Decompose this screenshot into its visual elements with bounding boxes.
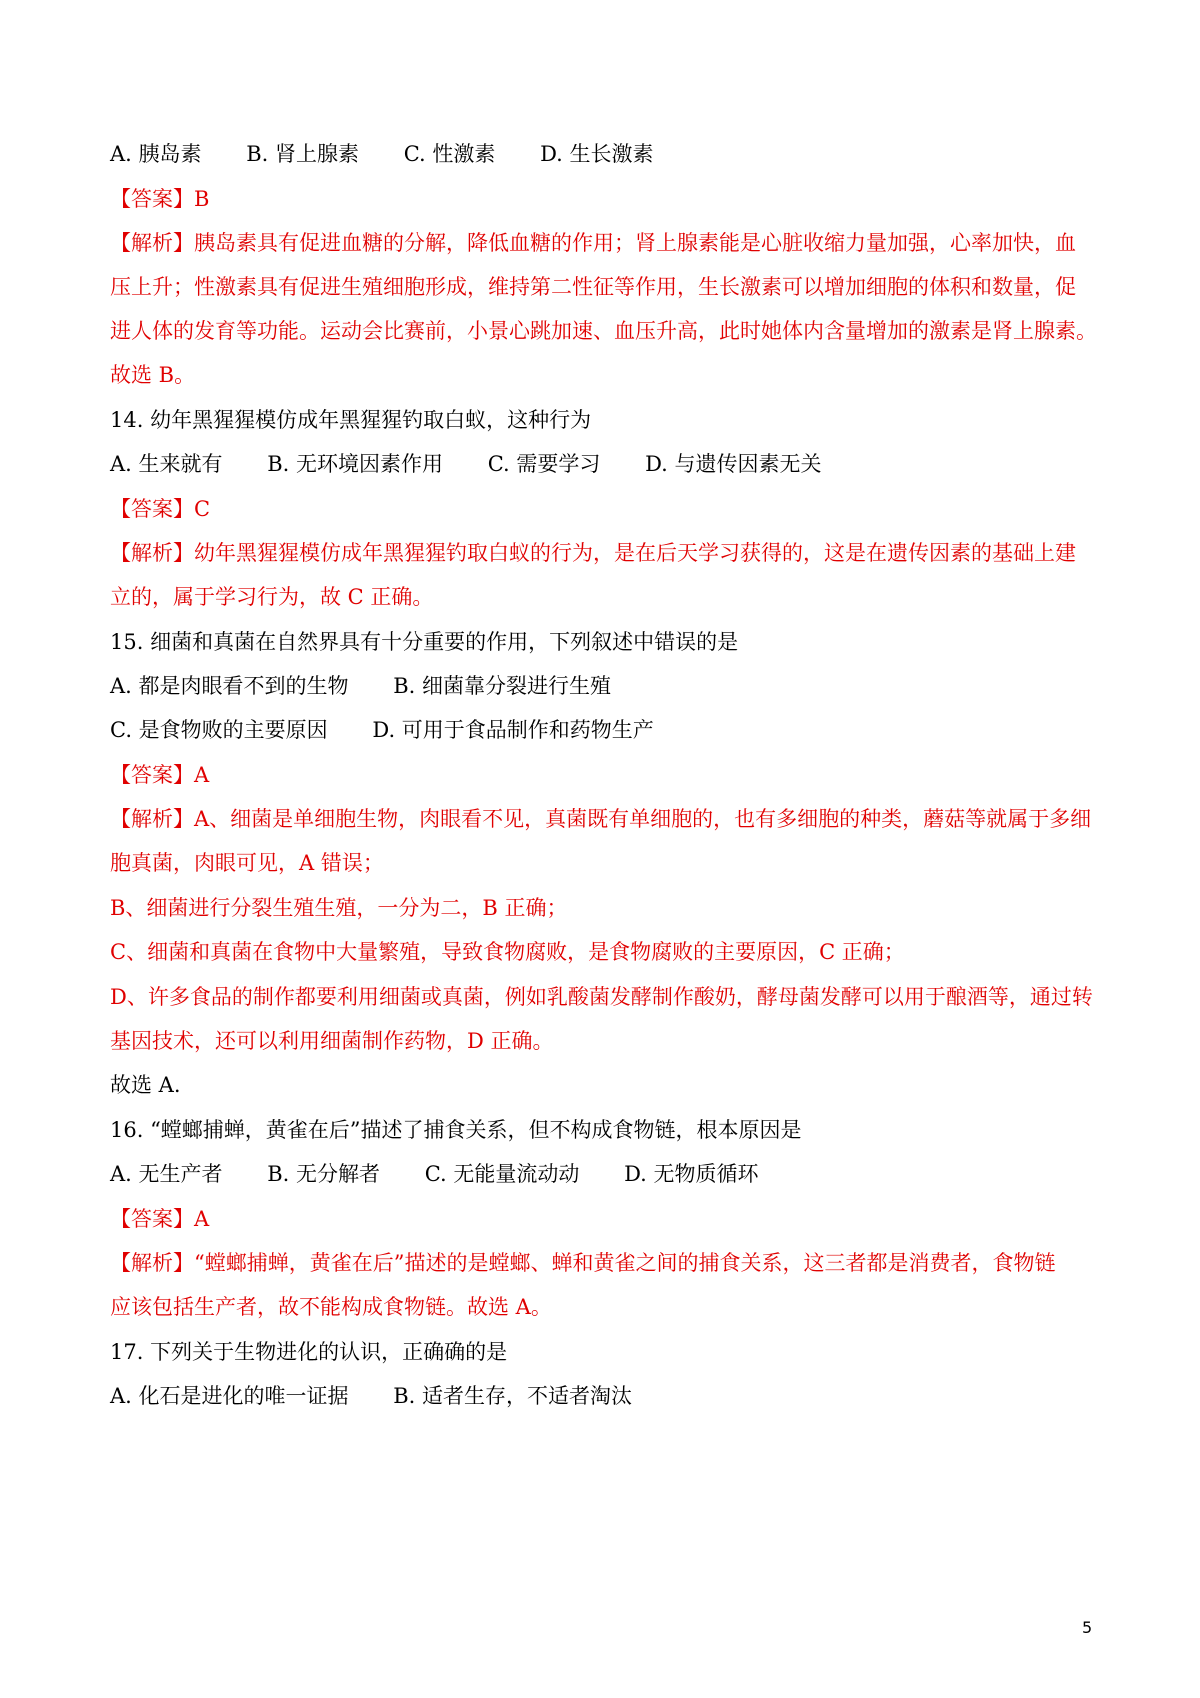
q15-options-row-1	[110, 671, 1100, 701]
q16-options	[110, 1159, 1100, 1189]
page-number: 5	[1082, 1618, 1093, 1637]
q13-options	[110, 139, 1100, 169]
q16-answer: 【答案】A	[110, 1207, 210, 1231]
q14-explanation-line-2: 立的，属于学习行为，故 C 正确。	[110, 585, 434, 609]
q17-option-b: B. 适者生存，不适者淘汰	[393, 1384, 632, 1408]
q13-explanation-line-4: 故选 B。	[110, 363, 196, 387]
q15-option-a: A. 都是肉眼看不到的生物	[110, 674, 349, 698]
q16-option-c: C. 无能量流动动	[424, 1162, 580, 1186]
q13-explanation-line-3: 进人体的发育等功能。运动会比赛前，小景心跳加速、血压升高，此时她体内含量增加的激素是肾上腺素。	[110, 319, 1097, 343]
q13-option-a: A. 胰岛素	[110, 142, 202, 166]
q13-explanation-line-1: 【解析】胰岛素具有促进血糖的分解，降低血糖的作用；肾上腺素能是心脏收缩力量加强，心率加快，血	[110, 231, 1076, 255]
q13-option-c: C. 性激素	[403, 142, 496, 166]
q16-option-a: A. 无生产者	[110, 1162, 223, 1186]
q16-option-d: D. 无物质循环	[624, 1162, 759, 1186]
q15-explanation-line-3: B、细菌进行分裂生殖生殖，一分为二，B 正确；	[110, 896, 568, 920]
q14-answer: 【答案】C	[110, 497, 211, 521]
q17-question: 17. 下列关于生物进化的认识，正确确的是	[110, 1340, 508, 1364]
q15-options-row-2	[110, 715, 1100, 745]
q13-explanation-line-2: 压上升；性激素具有促进生殖细胞形成，维持第二性征等作用，生长激素可以增加细胞的体积和数量，促	[110, 275, 1076, 299]
q17-options	[110, 1381, 1100, 1411]
q15-explanation-line-4: C、细菌和真菌在食物中大量繁殖，导致食物腐败，是食物腐败的主要原因，C 正确；	[110, 940, 905, 964]
q14-options	[110, 449, 1100, 479]
q15-option-d: D. 可用于食品制作和药物生产	[372, 718, 654, 742]
q16-question: 16. “螳螂捕蝉，黄雀在后”描述了捕食关系，但不构成食物链，根本原因是	[110, 1118, 802, 1142]
q15-explanation-line-6: 基因技术，还可以利用细菌制作药物，D 正确。	[110, 1029, 554, 1053]
q15-answer: 【答案】A	[110, 763, 210, 787]
q16-explanation-line-2: 应该包括生产者，故不能构成食物链。故选 A。	[110, 1295, 552, 1319]
q14-option-b: B. 无环境因素作用	[267, 452, 444, 476]
q15-option-c: C. 是食物败的主要原因	[110, 718, 328, 742]
q15-conclusion: 故选 A.	[110, 1073, 181, 1097]
q13-option-b: B. 肾上腺素	[246, 142, 360, 166]
q13-answer: 【答案】B	[110, 187, 210, 211]
q14-option-c: C. 需要学习	[487, 452, 601, 476]
q15-explanation-line-5: D、许多食品的制作都要利用细菌或真菌，例如乳酸菌发酵制作酸奶，酵母菌发酵可以用于酿酒等，通过转	[110, 985, 1093, 1009]
q14-question: 14. 幼年黑猩猩模仿成年黑猩猩钓取白蚁，这种行为	[110, 408, 592, 432]
q16-explanation-line-1: 【解析】“螳螂捕蝉，黄雀在后”描述的是螳螂、蝉和黄雀之间的捕食关系，这三者都是消费者，食物链	[110, 1251, 1056, 1275]
q13-option-d: D. 生长激素	[540, 142, 654, 166]
q14-option-a: A. 生来就有	[110, 452, 223, 476]
q16-option-b: B. 无分解者	[267, 1162, 381, 1186]
q15-explanation-line-2: 胞真菌，肉眼可见，A 错误；	[110, 851, 384, 875]
q14-explanation-line-1: 【解析】幼年黑猩猩模仿成年黑猩猩钓取白蚁的行为，是在后天学习获得的，这是在遗传因素的基础上建	[110, 541, 1076, 565]
q15-question: 15. 细菌和真菌在自然界具有十分重要的作用，下列叙述中错误的是	[110, 630, 739, 654]
q17-option-a: A. 化石是进化的唯一证据	[110, 1384, 349, 1408]
q14-option-d: D. 与遗传因素无关	[645, 452, 822, 476]
q15-option-b: B. 细菌靠分裂进行生殖	[393, 674, 611, 698]
q15-explanation-line-1: 【解析】A、细菌是单细胞生物，肉眼看不见，真菌既有单细胞的，也有多细胞的种类，蘑菇等就属于多细	[110, 807, 1092, 831]
